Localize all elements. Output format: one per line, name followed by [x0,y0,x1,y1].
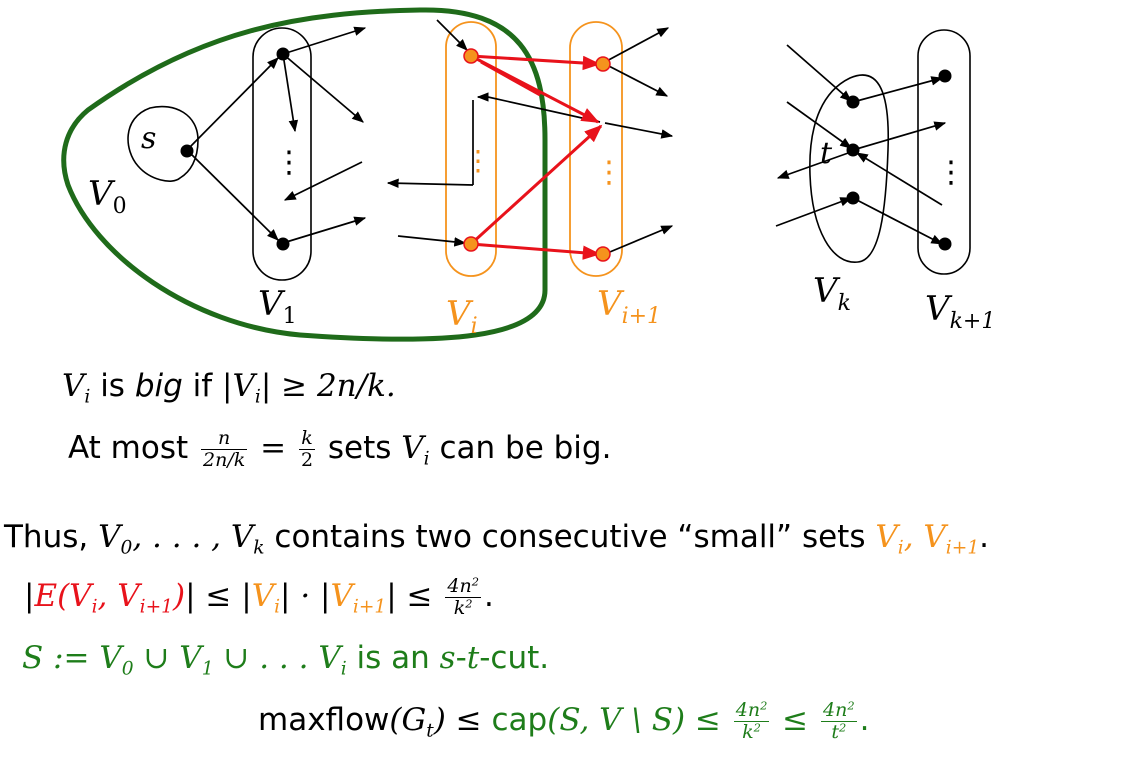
ellipsis-vi: ⋮ [464,144,492,177]
set-v0-outline [128,107,198,182]
edge-s-to-v1-bottom [187,150,278,240]
symbol-vi: $V_i$ [401,430,430,470]
edge-vi1-out-4 [605,226,672,254]
statement-consecutive-small [4,517,989,557]
node-v1-top [277,48,290,61]
period: . [979,519,990,555]
edge-into-vk-mid [787,102,851,148]
set-vk1-outline [918,30,970,274]
edge-vi1-out-2 [603,63,667,96]
text-can-be-big: can be big. [429,430,612,466]
edge-v1-out-2 [283,54,363,122]
text-is-an: is an [346,640,440,676]
expr-size-bound: $|V_i| \ge 2n/k$. [222,368,396,408]
edge-into-vi-bottom [398,236,465,243]
node-vk1-bottom [939,238,952,251]
edge-vk-to-vk1-bottom [853,198,942,244]
node-vk-bottom [847,192,860,205]
text-thus: Thus, [4,519,99,555]
node-vi1-bottom [596,247,610,261]
label-vi: $V_i$ [446,294,478,339]
edge-vk-to-vk1-mid [853,123,945,150]
arg-gt: $(G_t)$ ≤ [389,702,492,742]
edge-into-vi-top [437,20,467,50]
statement-maxflow-bound [258,700,869,743]
edge-v1-out-3 [283,218,365,243]
edge-vi-out-left-arrow [388,183,473,185]
edge-vk-out-left [778,152,851,178]
edge-into-vk-top [787,45,851,101]
text-if: if [182,368,223,404]
edge-vi1-out-3 [605,123,672,136]
node-vk1-top [939,70,952,83]
label-vk1: $V_{k+1}$ [925,289,996,334]
green-bound-chain: cap(S, V \ S) ≤ $\frac{4n^2}{k^2}$ ≤ $\frac{4n^2}{t^2}$ . [491,698,870,743]
ellipsis-vk1: ⋮ [936,155,966,190]
fraction-4n2-over-k2: $\frac{4n^2}{k^2}$ [735,698,768,743]
period: . [483,578,494,614]
text-is: is [90,368,135,404]
edge-s-to-v1-top [187,58,278,150]
label-s: s [141,121,157,156]
node-vk-top [847,96,860,109]
node-s [181,145,194,158]
node-vi-top [464,49,478,63]
equals-sign: = [250,430,296,466]
node-v1-bottom [277,238,290,251]
edge-into-vk-bottom [776,198,851,226]
node-t [847,144,860,157]
label-vk: $V_k$ [813,271,851,316]
label-t: t [820,136,833,171]
edge-v1-internal [283,54,295,131]
fraction-n-over-2n-k: $\frac{n}{2n/k}$ [203,427,246,471]
statement-st-cut [22,638,549,678]
fraction-4n2-over-t2: $\frac{4n^2}{t^2}$ [823,698,855,743]
set-S-definition: S := $V_0$ ∪ $V_1$ ∪ . . . $V_i$ [22,640,347,680]
layered-graph-diagram [0,0,1123,360]
label-vi1: $V_{i+1}$ [597,284,662,329]
symbol-s: s [439,640,456,676]
statement-edge-bound [24,576,494,619]
text-sets: sets [318,430,402,466]
statement-at-most [68,428,611,471]
edge-count-inequality: $|E(V_i$, $V_{i+1})| \le |V_i| \cdot |V_{i+1}|$ ≤ [24,578,443,618]
symbols-vi-vi1: $V_i$, $V_{i+1}$ [875,519,980,559]
text-at-most: At most [68,430,198,466]
edge-vk-to-vk1-top [853,78,942,102]
node-vi1-top [596,57,610,71]
text-maxflow: maxflow [258,702,390,738]
label-v0: $V_0$ [88,174,127,219]
symbol-vi: $V_i$ [62,368,91,408]
text-contains: contains two consecutive “small” sets [264,519,876,555]
label-v1: $V_1$ [258,284,297,329]
red-edge-bottom-bottom [471,244,599,254]
node-vi-bottom [464,237,478,251]
fraction-k-over-2: $\frac{k}{2}$ [300,427,314,471]
edge-vk1-to-vk [857,153,942,205]
ellipsis-vi1: ⋮ [594,155,624,190]
fraction-4n2-over-k2: $\frac{4n^2}{k^2}$ [447,574,479,619]
red-edge-top-top [471,56,599,64]
word-big: big [134,368,183,404]
ellipsis-v1: ⋮ [274,145,304,180]
text-cut: -cut. [479,640,550,676]
sequence-v0-vk: $V_0$, . . . , $V_k$ [98,519,265,559]
edge-vi1-out-1 [603,28,668,63]
dash: - [455,640,467,676]
symbol-t: t [466,640,480,676]
statement-big-definition [62,366,396,406]
